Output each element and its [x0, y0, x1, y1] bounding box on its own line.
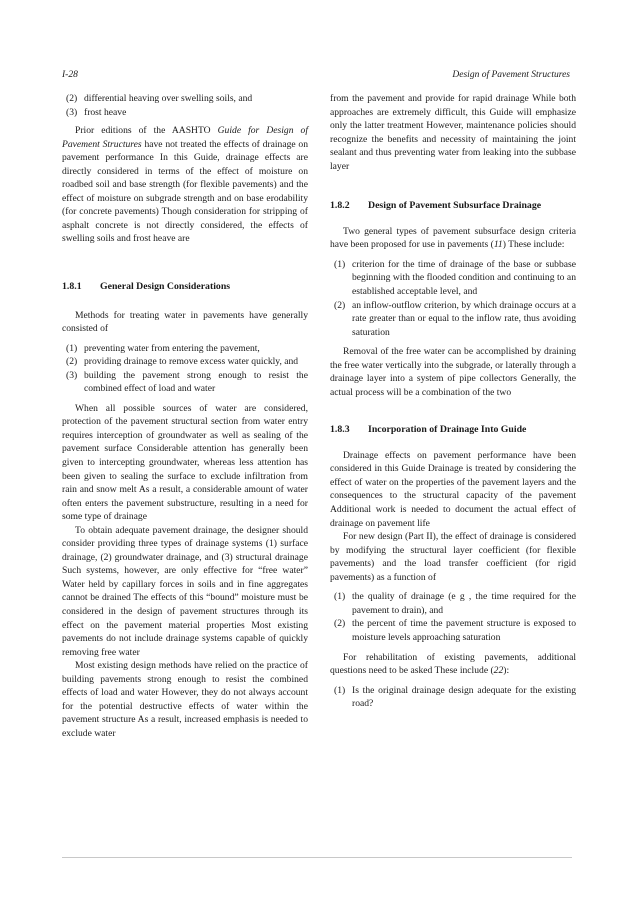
paragraph: Removal of the free water can be accomplished by draining the free water vertically into the subgrade, or laterally through a drainage layer into a system of pipe collectors Generally, the actual process will be a combination of the two [330, 346, 576, 398]
left-column [62, 92, 308, 740]
list-item: (1) preventing water from entering the pavement, [66, 342, 260, 354]
list-item: (2) providing drainage to remove excess water quickly, and [66, 356, 299, 368]
section-heading-1-8-1: 1.8.1 General Design Considerations [62, 281, 231, 293]
paragraph: To obtain adequate pavement drainage, the designer should consider providing three types of drainage systems (1) surface drainage, (2) groundwater drainage, and (3) structural drainage Such systems, however, are only effective for “free water” Water held by capillary forces in soils and in fine aggregates cannot be drained The effects of this “bound” moisture must be considered in the design of pavement structures through its effect on the pavement material properties Most existing pavements do not include drainage systems capable of quickly removing free water [62, 524, 308, 658]
section-heading-1-8-2: 1.8.2 Design of Pavement Subsurface Drainage [330, 200, 542, 212]
paragraph: from the pavement and provide for rapid drainage While both approaches are extremely difficult, this Guide will emphasize only the latter treatment However, maintenance policies should recognize the benefits and necessity of maintaining the joint sealant and thus preventing water from leaking into the subbase layer [330, 93, 576, 172]
paragraph: When all possible sources of water are considered, protection of the pavement structural section from water entry requires interception of groundwater as well as sealing of the pavement surface Considerable attention has generally been given to intercepting groundwater, whereas less attention has been given to sealing the surface to exclude infiltration from rain and snow melt As a result, a considerable amount of water often enters the pavement substructure, resulting in a need for some type of drainage [62, 402, 308, 523]
paragraph: For new design (Part II), the effect of drainage is considered by modifying the structural layer coefficient (for flexible pavements) and the load transfer coefficient (for rigid pavements) as a function of [330, 531, 576, 583]
list-item: (2) differential heaving over swelling soils, and [66, 93, 253, 104]
guide-title: Guide for Design of Pavement Structures [62, 125, 308, 150]
list-item: (1) the quality of drainage (e g , the time required for the pavement to drain), and [334, 591, 576, 616]
reference-number: 22 [493, 665, 504, 677]
list-item: (2) the percent of time the pavement structure is exposed to moisture levels approaching saturation [334, 618, 576, 643]
footer-rule [62, 857, 572, 858]
section-heading-1-8-3: 1.8.3 Incorporation of Drainage Into Guide [330, 424, 527, 436]
paragraph: Methods for treating water in pavements have generally consisted of [62, 309, 308, 335]
list-item: (1) criterion for the time of drainage of the base or subbase beginning with the flooded condition and continuing to an established acceptable level, and [334, 258, 576, 297]
running-title: Design of Pavement Structures [452, 70, 570, 80]
list-item: (1) Is the original drainage design adequate for the existing road? [334, 684, 576, 710]
reference-number: 11 [493, 239, 503, 251]
paragraph: For rehabilitation of existing pavements, additional questions need to be asked These include (22): [330, 651, 576, 677]
page-number: I-28 [62, 70, 78, 80]
list-item: (2) an inflow-outflow criterion, by which drainage occurs at a rate greater than or equal to the inflow rate, thus avoiding saturation [334, 299, 576, 338]
list-item: (3) building the pavement strong enough to resist the combined effect of load and water [66, 369, 308, 395]
paragraph: Two general types of pavement subsurface design criteria have been proposed for use in pavements (11) These include: [330, 225, 576, 251]
paragraph: Most existing design methods have relied on the practice of building pavements strong enough to resist the combined effects of load and water However, they do not always account for the potential destructive effects of water within the pavement structure As a result, increased emphasis is needed to exclude water [62, 660, 308, 739]
list-item: (3) frost heave [66, 106, 127, 118]
paragraph: Prior editions of the AASHTO Guide for Design of Pavement Structures have not treated the effects of drainage on pavement performance In this Guide, drainage effects are directly considered in terms of the effect of moisture on roadbed soil and base strength (for flexible pavements) and the effect of moisture on subgrade strength and on base erodability (for concrete pavements) Though consideration for stripping of asphalt concrete is not directly considered, the effects of swelling soils and frost heave are [62, 125, 308, 245]
paragraph: Drainage effects on pavement performance have been considered in this Guide Drainage is treated by considering the effect of water on the properties of the pavement layers and the consequences to the structural capacity of the pavement Additional work is needed to document the actual effect of drainage on pavement life [330, 449, 576, 529]
right-column [330, 92, 576, 711]
